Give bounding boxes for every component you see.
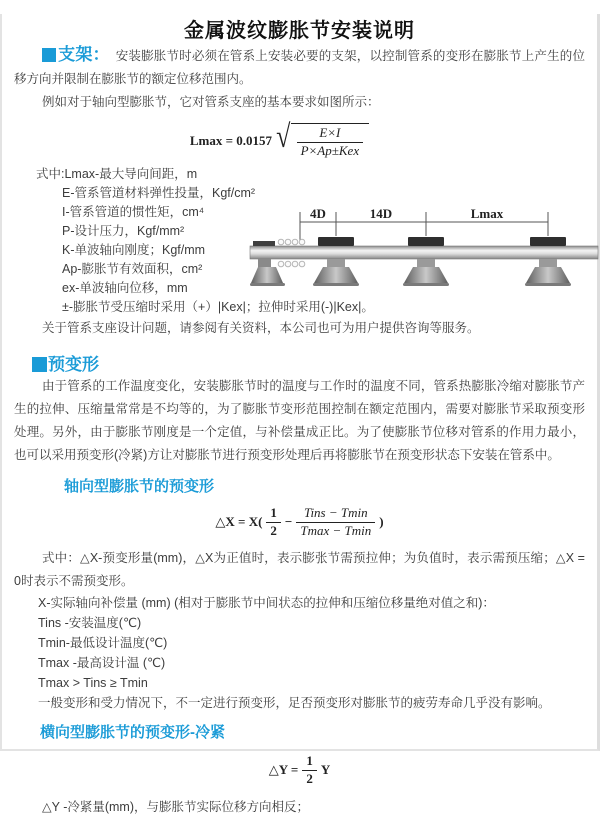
minus-sign: − [284, 514, 293, 530]
definition-item: P-设计压力，Kgf/mm² [62, 223, 185, 238]
guide-support [403, 237, 449, 286]
temperature-fraction-numerator: Tins − Tmin [296, 506, 375, 523]
pipe [250, 246, 598, 259]
axial-subsection-heading: 轴向型膨胀节的预变形 [64, 477, 215, 495]
closing-paren: ) [379, 514, 384, 530]
axial-line: Tmax -最高设计温 (℃) [38, 655, 166, 670]
lateral-formula-lhs: △Y = [268, 762, 299, 778]
support-intro-text: 安装膨胀节时必须在管系上安装必要的支架，以控制管系的变形在膨胀节上产生的位移方向并限制在膨胀节的额定位移范围内。 [14, 49, 585, 86]
guide-support [313, 237, 359, 286]
lateral-subsection-heading: 横向型膨胀节的预变形-冷紧 [40, 723, 225, 741]
support-example-text: 例如对于轴向型膨胀节，它对管系支座的基本要求如图所示： [42, 95, 380, 109]
predeform-heading-label: 预变形 [48, 354, 99, 374]
section-bullet-icon [32, 357, 47, 372]
temperature-fraction-denominator: Tmax − Tmin [300, 522, 372, 538]
axial-predeform-formula [14, 506, 585, 539]
axial-line: Tins -安装温度(℃) [38, 615, 142, 630]
axial-definition-lines [14, 593, 585, 713]
document-page [0, 14, 600, 814]
dimension-label-4d: 4D [310, 206, 326, 221]
lateral-coldtight-formula [14, 754, 585, 787]
lmax-fraction [297, 126, 364, 159]
sqrt-radical-icon: √ [276, 118, 291, 155]
axial-formula-lhs: △X = X( [215, 514, 263, 530]
dimension-label-14d: 14D [369, 206, 393, 221]
sqrt-radicand [291, 123, 370, 159]
lmax-formula-lhs: Lmax = 0.0157 [189, 132, 273, 148]
half-fraction-denominator: 2 [306, 770, 313, 786]
half-fraction-numerator: 1 [266, 506, 281, 523]
definition-item: ex-单波轴向位移，mm [62, 280, 188, 295]
lateral-explanation-text: △Y -冷紧量(mm)，与膨胀节实际位移方向相反； [42, 799, 310, 814]
pipe-support-diagram [250, 206, 598, 304]
half-fraction [302, 754, 317, 787]
lateral-formula-rhs: Y [320, 762, 331, 778]
half-fraction-numerator: 1 [302, 754, 317, 771]
definition-item: K-单波轴向刚度；Kgf/mm [62, 242, 206, 257]
definition-item: I-管系管道的惯性矩，cm⁴ [62, 204, 205, 219]
section-bullet-icon [42, 48, 56, 62]
guide-support [525, 237, 571, 286]
axial-line: Tmin-最低设计温度(℃) [38, 635, 168, 650]
support-section-heading: 支架： [58, 45, 110, 64]
predeform-body-text: 由于管系的工作温度变化，安装膨胀节时的温度与工作时的温度不同，管系热膨胀冷缩对膨胀节产生的拉伸、压缩量常常是不均等的，为了膨胀节变形范围控制在额定范围内，需要对膨胀节采取预变形处理。另外，由于膨胀节刚度是一个定值，与补偿量成正比。为了使膨胀节位移对管系的作用力最小，也可以采用预变形(冷紧)方让对膨胀节进行预变形处理后再将膨胀节在预变形状态下安装在管系中。 [14, 378, 585, 462]
definition-item: ±-膨胀节受压缩时采用（+）|Kex|；拉伸时采用(-)|Kex|。 [62, 299, 374, 314]
axial-line: X-实际轴向补偿量 (mm) (相对于膨胀节中间状态的拉伸和压缩位移量绝对值之和)： [38, 595, 495, 610]
axial-explanation-text: 式中：△X-预变形量(mm)，△X为正值时，表示膨张节需预拉伸；为负值时，表示需预压缩；△X = 0时表示不需预变形。 [14, 550, 585, 588]
definition-item: E-管系管道材料弹性投量，Kgf/cm² [62, 185, 256, 200]
temperature-fraction [296, 506, 375, 539]
support-note-text: 关于管系支座设计问题，请参阅有关资料，本公司也可为用户提供咨询等服务。 [42, 320, 480, 335]
lmax-fraction-numerator: E×I [297, 126, 364, 143]
half-fraction [266, 506, 281, 539]
support-intro-paragraph [14, 43, 585, 91]
axial-line: Tmax > Tins ≥ Tmin [38, 675, 148, 690]
lmax-formula [0, 118, 585, 159]
sqrt-expression [276, 118, 369, 159]
axial-line: 一般变形和受力情况下，不一定进行预变形，足否预变形对膨胀节的疲劳寿命几乎没有影响。 [38, 695, 551, 710]
lmax-fraction-denominator: P×Ap±Kex [300, 142, 360, 158]
page-title: 金属波纹膨胀节安装说明 [184, 20, 415, 42]
pipe-diagram-svg [250, 206, 598, 304]
dimension-label-lmax: Lmax [470, 206, 504, 221]
document-body [2, 43, 597, 815]
predeform-section-heading [32, 350, 585, 375]
half-fraction-denominator: 2 [270, 522, 277, 538]
definition-item: Ap-膨胀节有效面积，cm² [62, 261, 203, 276]
definition-item: 式中:Lmax-最大导向间距，m [36, 166, 198, 181]
